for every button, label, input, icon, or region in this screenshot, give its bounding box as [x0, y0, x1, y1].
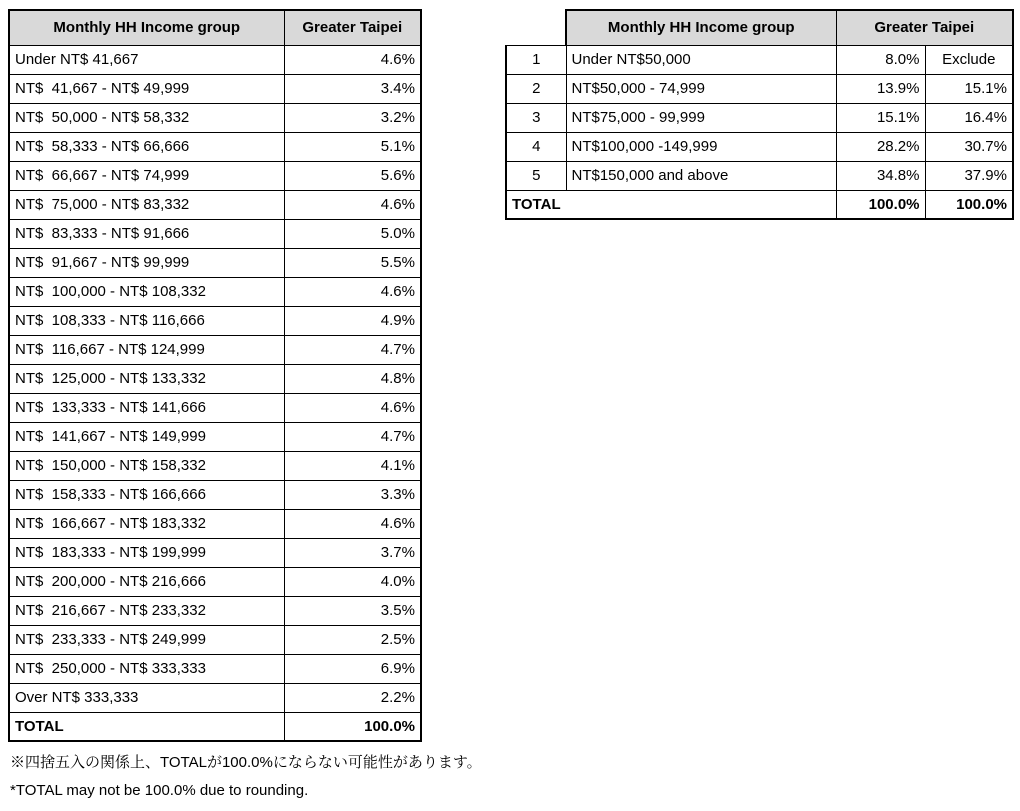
- percent-cell: 3.4%: [284, 74, 421, 103]
- income-group-cell: NT$ 158,333 - NT$ 166,666: [9, 480, 284, 509]
- row-number-cell: 4: [506, 132, 566, 161]
- percent-cell: 4.7%: [284, 422, 421, 451]
- income-group-cell: NT$ 75,000 - NT$ 83,332: [9, 190, 284, 219]
- income-group-cell: NT$ 141,667 - NT$ 149,999: [9, 422, 284, 451]
- percent-cell: 4.6%: [284, 190, 421, 219]
- total-value-cell: 100.0%: [925, 190, 1013, 219]
- total-row: [506, 190, 1013, 219]
- percent-cell: 5.0%: [284, 219, 421, 248]
- table-row: [9, 654, 421, 683]
- header-row: [506, 10, 1013, 45]
- income-group-cell: NT$100,000 -149,999: [566, 132, 836, 161]
- percent-cell: 2.2%: [284, 683, 421, 712]
- income-group-cell: NT$ 250,000 - NT$ 333,333: [9, 654, 284, 683]
- row-number-cell: 5: [506, 161, 566, 190]
- income-group-cell: NT$ 233,333 - NT$ 249,999: [9, 625, 284, 654]
- percent-cell: 15.1%: [836, 103, 925, 132]
- total-label-cell: TOTAL: [9, 712, 284, 741]
- income-group-cell: NT$ 216,667 - NT$ 233,332: [9, 596, 284, 625]
- header-row: [9, 10, 421, 45]
- income-group-cell: Over NT$ 333,333: [9, 683, 284, 712]
- income-group-cell: NT$ 66,667 - NT$ 74,999: [9, 161, 284, 190]
- percent-cell: Exclude: [925, 45, 1013, 74]
- percent-cell: 28.2%: [836, 132, 925, 161]
- table-row: [9, 277, 421, 306]
- column-header-greater-taipei: Greater Taipei: [284, 10, 421, 45]
- percent-cell: 3.2%: [284, 103, 421, 132]
- percent-cell: 4.1%: [284, 451, 421, 480]
- percent-cell: 37.9%: [925, 161, 1013, 190]
- table-row: [9, 45, 421, 74]
- income-group-cell: NT$ 83,333 - NT$ 91,666: [9, 219, 284, 248]
- table-row: [506, 74, 1013, 103]
- percent-cell: 4.8%: [284, 364, 421, 393]
- income-group-cell: NT$ 150,000 - NT$ 158,332: [9, 451, 284, 480]
- income-group-cell: NT$150,000 and above: [566, 161, 836, 190]
- income-group-cell: NT$ 200,000 - NT$ 216,666: [9, 567, 284, 596]
- table-row: [9, 625, 421, 654]
- income-group-cell: NT$ 116,667 - NT$ 124,999: [9, 335, 284, 364]
- table-row: [9, 422, 421, 451]
- corner-empty-cell: [506, 10, 566, 45]
- table-row: [506, 161, 1013, 190]
- table-row: [9, 103, 421, 132]
- income-group-cell: NT$50,000 - 74,999: [566, 74, 836, 103]
- income-group-cell: NT$ 50,000 - NT$ 58,332: [9, 103, 284, 132]
- table-row: [9, 596, 421, 625]
- percent-cell: 4.6%: [284, 277, 421, 306]
- table-row: [506, 132, 1013, 161]
- percent-cell: 3.3%: [284, 480, 421, 509]
- table-row: [506, 45, 1013, 74]
- total-value-cell: 100.0%: [284, 712, 421, 741]
- income-group-cell: NT$ 58,333 - NT$ 66,666: [9, 132, 284, 161]
- percent-cell: 5.5%: [284, 248, 421, 277]
- left-table-body: [9, 45, 421, 741]
- income-group-cell: NT$ 125,000 - NT$ 133,332: [9, 364, 284, 393]
- percent-cell: 30.7%: [925, 132, 1013, 161]
- column-header-income-group: Monthly HH Income group: [566, 10, 836, 45]
- total-label-cell: TOTAL: [506, 190, 836, 219]
- table-row: [9, 451, 421, 480]
- percent-cell: 4.6%: [284, 393, 421, 422]
- income-table-grouped: [505, 9, 1014, 220]
- table-row: [9, 306, 421, 335]
- percent-cell: 4.6%: [284, 45, 421, 74]
- percent-cell: 2.5%: [284, 625, 421, 654]
- row-number-cell: 3: [506, 103, 566, 132]
- percent-cell: 5.1%: [284, 132, 421, 161]
- income-group-cell: NT$ 183,333 - NT$ 199,999: [9, 538, 284, 567]
- income-group-cell: NT$ 108,333 - NT$ 116,666: [9, 306, 284, 335]
- income-table-detailed: [8, 9, 422, 742]
- table-row: [9, 219, 421, 248]
- percent-cell: 8.0%: [836, 45, 925, 74]
- table-row: [9, 538, 421, 567]
- percent-cell: 5.6%: [284, 161, 421, 190]
- percent-cell: 16.4%: [925, 103, 1013, 132]
- footnote-japanese: ※四捨五入の関係上、TOTALが100.0%にならない可能性があります。: [10, 754, 482, 771]
- footnote-english: *TOTAL may not be 100.0% due to rounding.: [10, 782, 309, 799]
- table-row: [9, 364, 421, 393]
- total-value-cell: 100.0%: [836, 190, 925, 219]
- total-row: [9, 712, 421, 741]
- table-row: [9, 335, 421, 364]
- income-group-cell: NT$ 91,667 - NT$ 99,999: [9, 248, 284, 277]
- percent-cell: 4.0%: [284, 567, 421, 596]
- right-table-body: [506, 45, 1013, 219]
- percent-cell: 4.6%: [284, 509, 421, 538]
- table-row: [9, 480, 421, 509]
- table-row: [9, 567, 421, 596]
- income-group-cell: Under NT$ 41,667: [9, 45, 284, 74]
- income-group-cell: NT$75,000 - 99,999: [566, 103, 836, 132]
- percent-cell: 34.8%: [836, 161, 925, 190]
- percent-cell: 4.9%: [284, 306, 421, 335]
- table-row: [9, 161, 421, 190]
- table-row: [9, 132, 421, 161]
- percent-cell: 15.1%: [925, 74, 1013, 103]
- table-row: [9, 683, 421, 712]
- percent-cell: 3.5%: [284, 596, 421, 625]
- percent-cell: 13.9%: [836, 74, 925, 103]
- percent-cell: 6.9%: [284, 654, 421, 683]
- table-row: [506, 103, 1013, 132]
- row-number-cell: 2: [506, 74, 566, 103]
- percent-cell: 4.7%: [284, 335, 421, 364]
- percent-cell: 3.7%: [284, 538, 421, 567]
- income-group-cell: NT$ 41,667 - NT$ 49,999: [9, 74, 284, 103]
- table-row: [9, 190, 421, 219]
- income-group-cell: NT$ 100,000 - NT$ 108,332: [9, 277, 284, 306]
- table-row: [9, 393, 421, 422]
- row-number-cell: 1: [506, 45, 566, 74]
- income-group-cell: NT$ 133,333 - NT$ 141,666: [9, 393, 284, 422]
- income-group-cell: NT$ 166,667 - NT$ 183,332: [9, 509, 284, 538]
- table-row: [9, 509, 421, 538]
- table-row: [9, 74, 421, 103]
- column-header-income-group: Monthly HH Income group: [9, 10, 284, 45]
- column-header-greater-taipei: Greater Taipei: [836, 10, 1013, 45]
- table-row: [9, 248, 421, 277]
- income-group-cell: Under NT$50,000: [566, 45, 836, 74]
